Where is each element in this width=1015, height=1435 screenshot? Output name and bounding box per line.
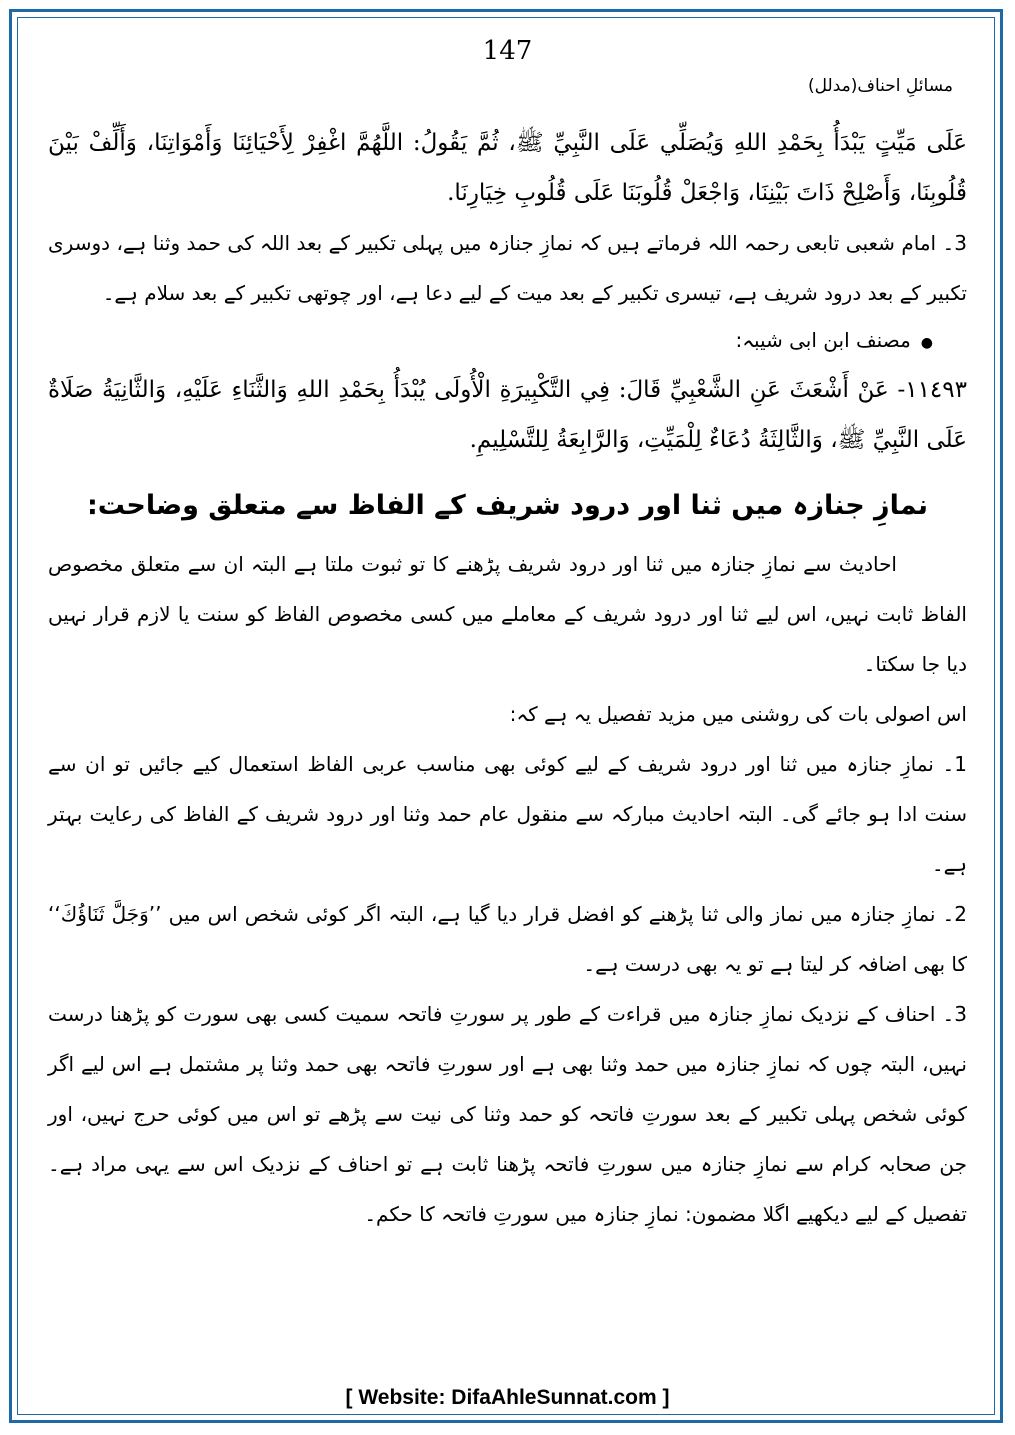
item-1-paragraph: 1۔ نمازِ جنازہ میں ثنا اور درود شریف کے لیے کوئی بھی مناسب عربی الفاظ استعمال کیے جائیں تو ان سے سنت ادا ہو جائے گی۔ البتہ احادیث مبارکہ سے منقول عام حمد وثنا اور درود شریف کے الفاظ کی رعایت بہتر ہے۔ — [48, 752, 967, 876]
arabic-dua-text: عَلَى مَيِّتٍ يَبْدَأُ بِحَمْدِ اللهِ وَيُصَلِّي عَلَى النَّبِيِّ ﷺ، ثُمَّ يَقُولُ: اللَّهُمَّ اغْفِرْ لِأَحْيَائِنَا وَأَمْوَاتِنَا، وَأَلِّفْ بَيْنَ قُلُوبِنَا، وَأَصْلِحْ ذَاتَ بَيْنِنَا، وَاجْعَلْ قُلُوبَنَا عَلَى قُلُوبِ خِيَارِنَا. — [48, 130, 967, 206]
bullet-icon: ● — [920, 335, 933, 351]
book-title: مسائلِ احناف(مدلل) — [808, 76, 953, 96]
page-content — [48, 118, 967, 1239]
page-number: 147 — [482, 36, 533, 66]
item-2-paragraph: 2۔ نمازِ جنازہ میں نماز والی ثنا پڑھنے کو افضل قرار دیا گیا ہے، البتہ اگر کوئی شخص اس میں ’’وَجَلَّ ثَنَاؤُكَ‘‘ کا بھی اضافہ کر لیتا ہے تو یہ بھی درست ہے۔ — [48, 902, 967, 976]
website-footer: [ Website: DifaAhleSunnat.com ] — [345, 1386, 670, 1409]
source-label: مصنف ابن ابی شیبہ: — [735, 328, 911, 352]
point-3-paragraph: 3۔ امام شعبی تابعی رحمہ اللہ فرماتے ہیں کہ نمازِ جنازہ میں پہلی تکبیر کے بعد اللہ کی حمد وثنا ہے، دوسری تکبیر کے بعد درود شریف ہے، تیسری تکبیر کے بعد میت کے لیے دعا ہے، اور چوتھی تکبیر کے بعد سلام ہے۔ — [48, 231, 967, 305]
arabic-hadith-text: ١١٤٩٣- عَنْ أَشْعَثَ عَنِ الشَّعْبِيِّ قَالَ: فِي التَّكْبِيرَةِ الْأُولَى يُبْدَأُ بِحَمْدِ اللهِ وَالثَّنَاءِ عَلَيْهِ، وَالثَّانِيَةُ صَلَاةٌ عَلَى النَّبِيِّ ﷺ، وَالثَّالِثَةُ دُعَاءٌ لِلْمَيِّتِ، وَالرَّابِعَةُ لِلتَّسْلِيمِ. — [48, 377, 967, 453]
source-reference — [48, 318, 967, 365]
intro-paragraph: احادیث سے نمازِ جنازہ میں ثنا اور درود شریف پڑھنے کا تو ثبوت ملتا ہے البتہ ان سے متعلق مخصوص الفاظ ثابت نہیں، اس لیے ثنا اور درود شریف کے معاملے میں کسی مخصوص الفاظ کو سنت یا لازم قرار نہیں دیا جا سکتا۔ — [48, 552, 967, 676]
section-heading: نمازِ جنازہ میں ثنا اور درود شریف کے الفاظ سے متعلق وضاحت: — [87, 490, 928, 521]
item-3-paragraph: 3۔ احناف کے نزدیک نمازِ جنازہ میں قراءت کے طور پر سورتِ فاتحہ سمیت کسی بھی سورت کو پڑھنا درست نہیں، البتہ چوں کہ نمازِ جنازہ میں حمد وثنا بھی ہے اور سورتِ فاتحہ بھی حمد وثنا پر مشتمل ہے اس لیے اگر کوئی شخص پہلی تکبیر کے بعد سورتِ فاتحہ کو حمد وثنا کی نیت سے پڑھے تو اس میں کوئی حرج نہیں، اور جن صحابہ کرام سے نمازِ جنازہ میں سورتِ فاتحہ پڑھنا ثابت ہے تو احناف کے نزدیک اس سے یہی مراد ہے۔ تفصیل کے لیے دیکھیے اگلا مضمون: نمازِ جنازہ میں سورتِ فاتحہ کا حکم۔ — [48, 1002, 967, 1226]
detail-line: اس اصولی بات کی روشنی میں مزید تفصیل یہ ہے کہ: — [509, 702, 967, 726]
